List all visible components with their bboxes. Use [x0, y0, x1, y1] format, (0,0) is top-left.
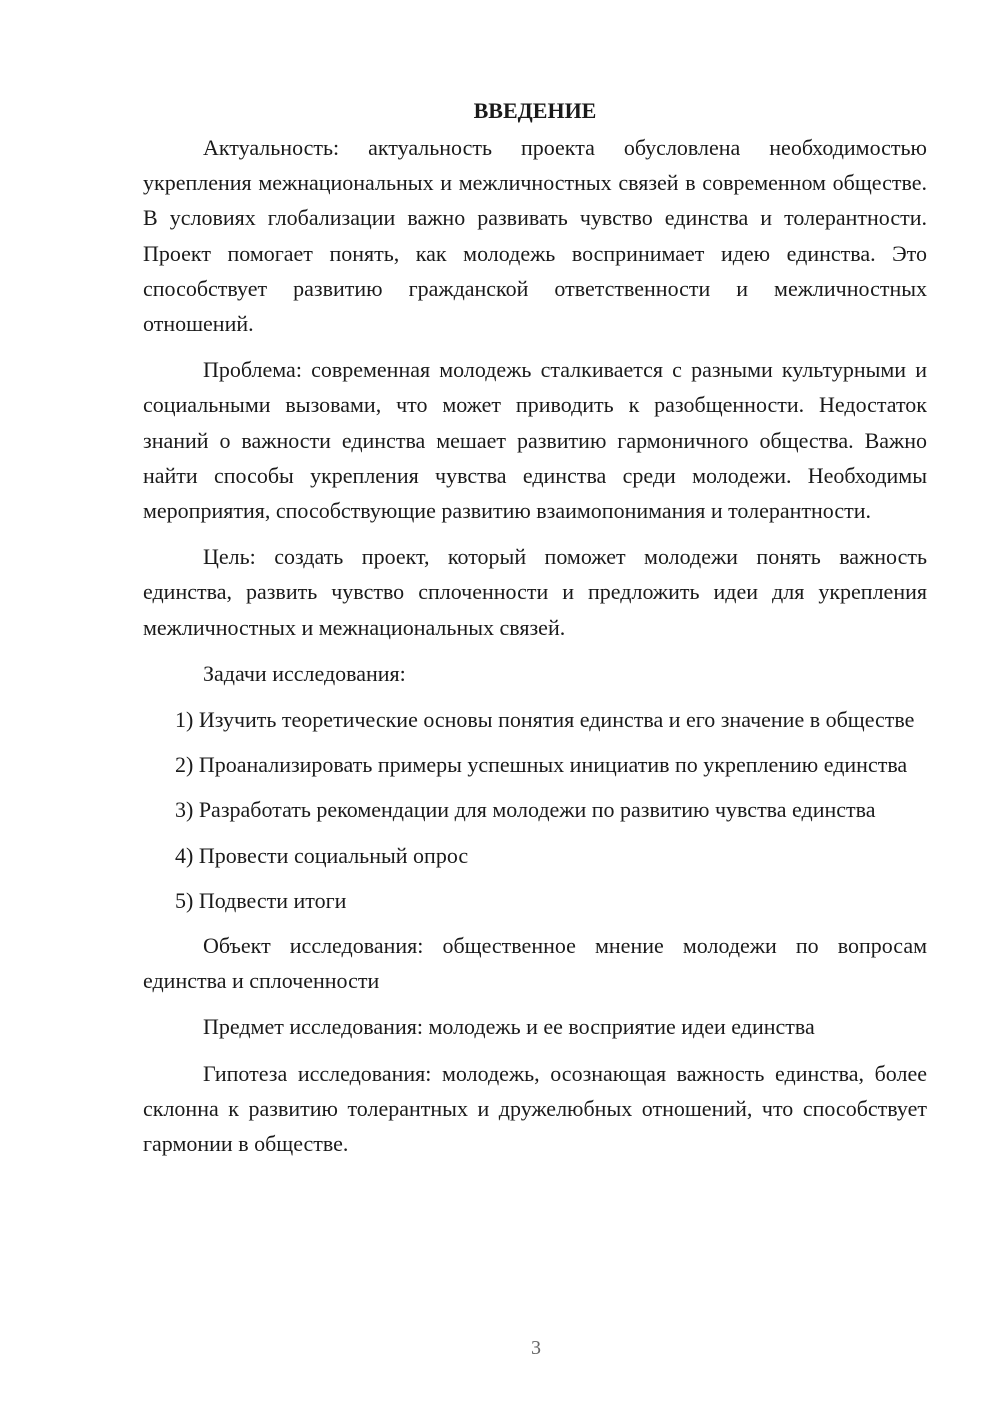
paragraph-relevance: Актуальность: актуальность проекта обусловлена необходимостью укрепления межнациональных и межличностных связей в современном обществе. В условиях глобализации важно развивать чувство единства и толерантности. Проект помогает понять, как молодежь воспринимает идею единства. Это способствует развитию гражданской ответственности и межличностных отношений. [143, 135, 927, 337]
task-item-5: 5) Подвести итоги [175, 887, 347, 913]
paragraph-object: Объект исследования: общественное мнение молодежи по вопросам единства и сплоченности [143, 933, 927, 994]
page-content [143, 93, 927, 1172]
tasks-heading: Задачи исследования: [203, 660, 406, 686]
paragraph-goal: Цель: создать проект, который поможет молодежи понять важность единства, развить чувство сплоченности и предложить идеи для укрепления межличностных и межнациональных связей. [143, 544, 927, 640]
section-title: ВВЕДЕНИЕ [473, 98, 597, 123]
paragraph-subject: Предмет исследования: молодежь и ее восприятие идеи единства [203, 1014, 815, 1040]
task-item-1: 1) Изучить теоретические основы понятия единства и его значение в обществе [175, 707, 915, 733]
paragraph-problem: Проблема: современная молодежь сталкивается с разными культурными и социальными вызовами, что может приводить к разобщенности. Недостаток знаний о важности единства мешает развитию гармоничного общества. Важно найти способы укрепления чувства единства среди молодежи. Необходимы мероприятия, способствующие развитию взаимопонимания и толерантности. [143, 357, 927, 524]
task-item-4: 4) Провести социальный опрос [175, 842, 469, 868]
task-item-2: 2) Проанализировать примеры успешных инициатив по укреплению единства [175, 752, 908, 778]
paragraph-hypothesis: Гипотеза исследования: молодежь, осознающая важность единства, более склонна к развитию толерантных и дружелюбных отношений, что способствует гармонии в обществе. [143, 1060, 927, 1157]
task-item-3: 3) Разработать рекомендации для молодежи по развитию чувства единства [175, 797, 876, 823]
page-number: 3 [531, 1337, 541, 1359]
